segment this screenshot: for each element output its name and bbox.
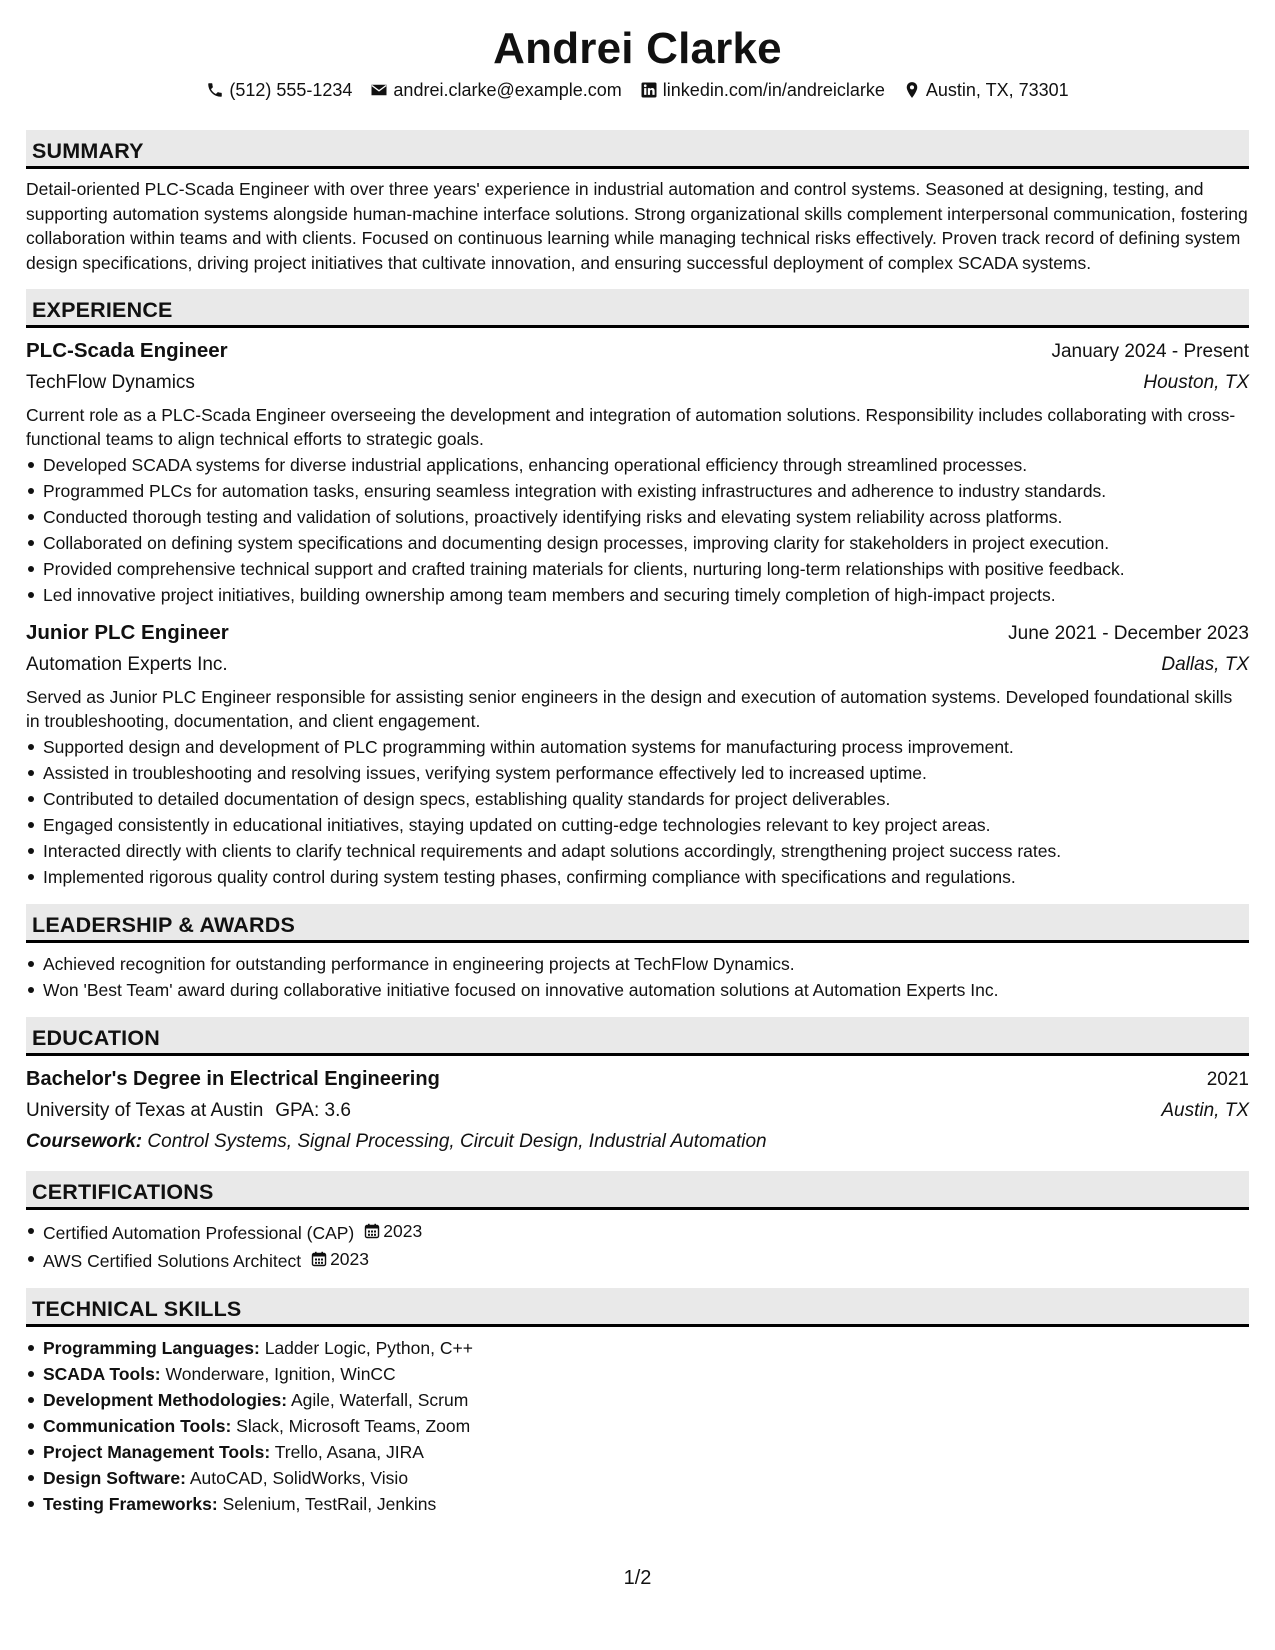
school-name: University of Texas at Austin bbox=[26, 1100, 264, 1121]
job-location: Dallas, TX bbox=[1161, 654, 1249, 675]
skills-section bbox=[26, 1288, 1249, 1517]
gpa: GPA: 3.6 bbox=[275, 1100, 351, 1121]
list-item: Achieved recognition for outstanding performance in engineering projects at TechFlow Dynamics. bbox=[26, 951, 1249, 977]
skill-value: Ladder Logic, Python, C++ bbox=[264, 1338, 473, 1358]
section-heading: CERTIFICATIONS bbox=[26, 1171, 1249, 1210]
job-summary: Served as Junior PLC Engineer responsible for assisting senior engineers in the design and execution of automation systems. Developed foundational skills in troubleshooting, documentation, and client engagement. bbox=[26, 687, 1233, 731]
list-item: Won 'Best Team' award during collaborative initiative focused on innovative automation solutions at Automation Experts Inc. bbox=[26, 977, 1249, 1003]
graduation-year: 2021 bbox=[1206, 1069, 1249, 1090]
list-item: Programmed PLCs for automation tasks, ensuring seamless integration with existing infrastructures and adherence to industry standards. bbox=[26, 478, 1249, 504]
education-entry bbox=[26, 1064, 1249, 1157]
list-item: Implemented rigorous quality control during system testing phases, confirming compliance with specifications and regulations. bbox=[26, 864, 1249, 890]
skill-label: Communication Tools: bbox=[43, 1416, 232, 1436]
list-item: Assisted in troubleshooting and resolving issues, verifying system performance effectively led to increased uptime. bbox=[26, 760, 1249, 786]
skill-value: Agile, Waterfall, Scrum bbox=[290, 1390, 469, 1410]
certifications-section bbox=[26, 1171, 1249, 1274]
skill-label: Development Methodologies: bbox=[43, 1390, 288, 1410]
section-heading: TECHNICAL SKILLS bbox=[26, 1288, 1249, 1327]
envelope-icon bbox=[370, 81, 388, 99]
job-location: Houston, TX bbox=[1143, 372, 1249, 393]
job-company: Automation Experts Inc. bbox=[26, 654, 228, 675]
list-item bbox=[26, 1335, 1249, 1361]
job-title: Junior PLC Engineer bbox=[26, 621, 229, 644]
skill-label: Programming Languages: bbox=[43, 1338, 260, 1358]
certification-name: AWS Certified Solutions Architect bbox=[43, 1251, 302, 1271]
coursework-label: Coursework: bbox=[26, 1131, 143, 1152]
skill-value: Wonderware, Ignition, WinCC bbox=[165, 1364, 396, 1384]
job-bullets bbox=[26, 734, 1249, 890]
list-item bbox=[26, 1387, 1249, 1413]
school-location: Austin, TX bbox=[1161, 1100, 1249, 1121]
school-line bbox=[26, 1096, 351, 1126]
certifications-list bbox=[26, 1218, 1249, 1274]
list-item: Engaged consistently in educational initiatives, staying updated on cutting-edge technologies relevant to key project areas. bbox=[26, 812, 1249, 838]
job-company: TechFlow Dynamics bbox=[26, 372, 195, 393]
certification-year: 2023 bbox=[383, 1221, 423, 1241]
list-item: Supported design and development of PLC programming within automation systems for manufacturing process improvement. bbox=[26, 734, 1249, 760]
contact-linkedin[interactable] bbox=[640, 78, 885, 102]
section-heading: LEADERSHIP & AWARDS bbox=[26, 904, 1249, 943]
page-number: 1/2 bbox=[623, 1567, 652, 1589]
skill-value: Selenium, TestRail, Jenkins bbox=[222, 1494, 437, 1514]
contact-phone bbox=[206, 78, 352, 102]
location-text: Austin, TX, 73301 bbox=[925, 80, 1069, 100]
list-item bbox=[26, 1361, 1249, 1387]
calendar-icon bbox=[311, 1251, 327, 1267]
leadership-section bbox=[26, 904, 1249, 1003]
list-item bbox=[26, 1218, 1249, 1246]
linkedin-text[interactable]: linkedin.com/in/andreiclarke bbox=[662, 80, 885, 100]
list-item bbox=[26, 1439, 1249, 1465]
skill-value: AutoCAD, SolidWorks, Visio bbox=[189, 1468, 409, 1488]
job-summary: Current role as a PLC-Scada Engineer overseeing the development and integration of automation solutions. Responsibility includes collaborating with cross-functional teams to align technical efforts to strategic goals. bbox=[26, 405, 1236, 449]
coursework bbox=[26, 1127, 1249, 1157]
list-item: Interacted directly with clients to clarify technical requirements and adapt solutions accordingly, strengthening project success rates. bbox=[26, 838, 1249, 864]
phone-text: (512) 555-1234 bbox=[229, 80, 353, 100]
contact-email[interactable] bbox=[370, 78, 621, 102]
map-pin-icon bbox=[903, 81, 921, 99]
list-item: Provided comprehensive technical support and crafted training materials for clients, nurturing long-term relationships with positive feedback. bbox=[26, 556, 1249, 582]
certification-date bbox=[311, 1246, 369, 1272]
skill-label: SCADA Tools: bbox=[43, 1364, 161, 1384]
skill-value: Slack, Microsoft Teams, Zoom bbox=[236, 1416, 471, 1436]
list-item bbox=[26, 1491, 1249, 1517]
section-heading: SUMMARY bbox=[26, 130, 1249, 169]
job-entry bbox=[26, 618, 1249, 890]
list-item bbox=[26, 1246, 1249, 1274]
contact-bar bbox=[26, 78, 1249, 102]
list-item: Led innovative project initiatives, building ownership among team members and securing timely completion of high-impact projects. bbox=[26, 582, 1249, 608]
job-dates: January 2024 - Present bbox=[1051, 341, 1249, 362]
resume-page bbox=[26, 0, 1249, 1650]
certification-name: Certified Automation Professional (CAP) bbox=[43, 1223, 355, 1243]
degree: Bachelor's Degree in Electrical Engineering bbox=[26, 1068, 440, 1090]
list-item: Developed SCADA systems for diverse industrial applications, enhancing operational efficiency through streamlined processes. bbox=[26, 452, 1249, 478]
skills-list bbox=[26, 1335, 1249, 1517]
job-entry bbox=[26, 336, 1249, 608]
job-dates: June 2021 - December 2023 bbox=[1008, 623, 1249, 644]
candidate-name: Andrei Clarke bbox=[493, 24, 782, 73]
list-item: Collaborated on defining system specifications and documenting design processes, improving clarity for stakeholders in project execution. bbox=[26, 530, 1249, 556]
job-bullets bbox=[26, 452, 1249, 608]
list-item: Conducted thorough testing and validation of solutions, proactively identifying risks and elevating system reliability across platforms. bbox=[26, 504, 1249, 530]
certification-year: 2023 bbox=[330, 1249, 370, 1269]
skill-value: Trello, Asana, JIRA bbox=[274, 1442, 424, 1462]
section-heading: EXPERIENCE bbox=[26, 289, 1249, 328]
certification-date bbox=[364, 1218, 422, 1244]
email-text[interactable]: andrei.clarke@example.com bbox=[393, 80, 622, 100]
skill-label: Design Software: bbox=[43, 1468, 186, 1488]
coursework-list: Control Systems, Signal Processing, Circuit Design, Industrial Automation bbox=[147, 1131, 767, 1152]
phone-icon bbox=[206, 81, 224, 99]
list-item: Contributed to detailed documentation of design specs, establishing quality standards for project deliverables. bbox=[26, 786, 1249, 812]
summary-section bbox=[26, 130, 1249, 275]
linkedin-icon bbox=[640, 81, 658, 99]
contact-location bbox=[903, 78, 1069, 102]
calendar-icon bbox=[364, 1223, 380, 1239]
awards-list bbox=[26, 951, 1249, 1003]
skill-label: Project Management Tools: bbox=[43, 1442, 271, 1462]
education-section bbox=[26, 1017, 1249, 1157]
job-title: PLC-Scada Engineer bbox=[26, 339, 228, 362]
list-item bbox=[26, 1413, 1249, 1439]
list-item bbox=[26, 1465, 1249, 1491]
experience-section bbox=[26, 289, 1249, 890]
skill-label: Testing Frameworks: bbox=[43, 1494, 218, 1514]
section-heading: EDUCATION bbox=[26, 1017, 1249, 1056]
summary-text: Detail-oriented PLC-Scada Engineer with over three years' experience in industrial automation and control systems. Seasoned at designing, testing, and supporting automation systems alongside human-machine interface solutions. Strong organizational skills complement interpersonal communication, fostering collaboration within teams and with clients. Focused on continuous learning while managing technical risks effectively. Proven track record of defining system design specifications, driving project initiatives that cultivate innovation, and ensuring successful deployment of complex SCADA systems. bbox=[26, 179, 1248, 273]
